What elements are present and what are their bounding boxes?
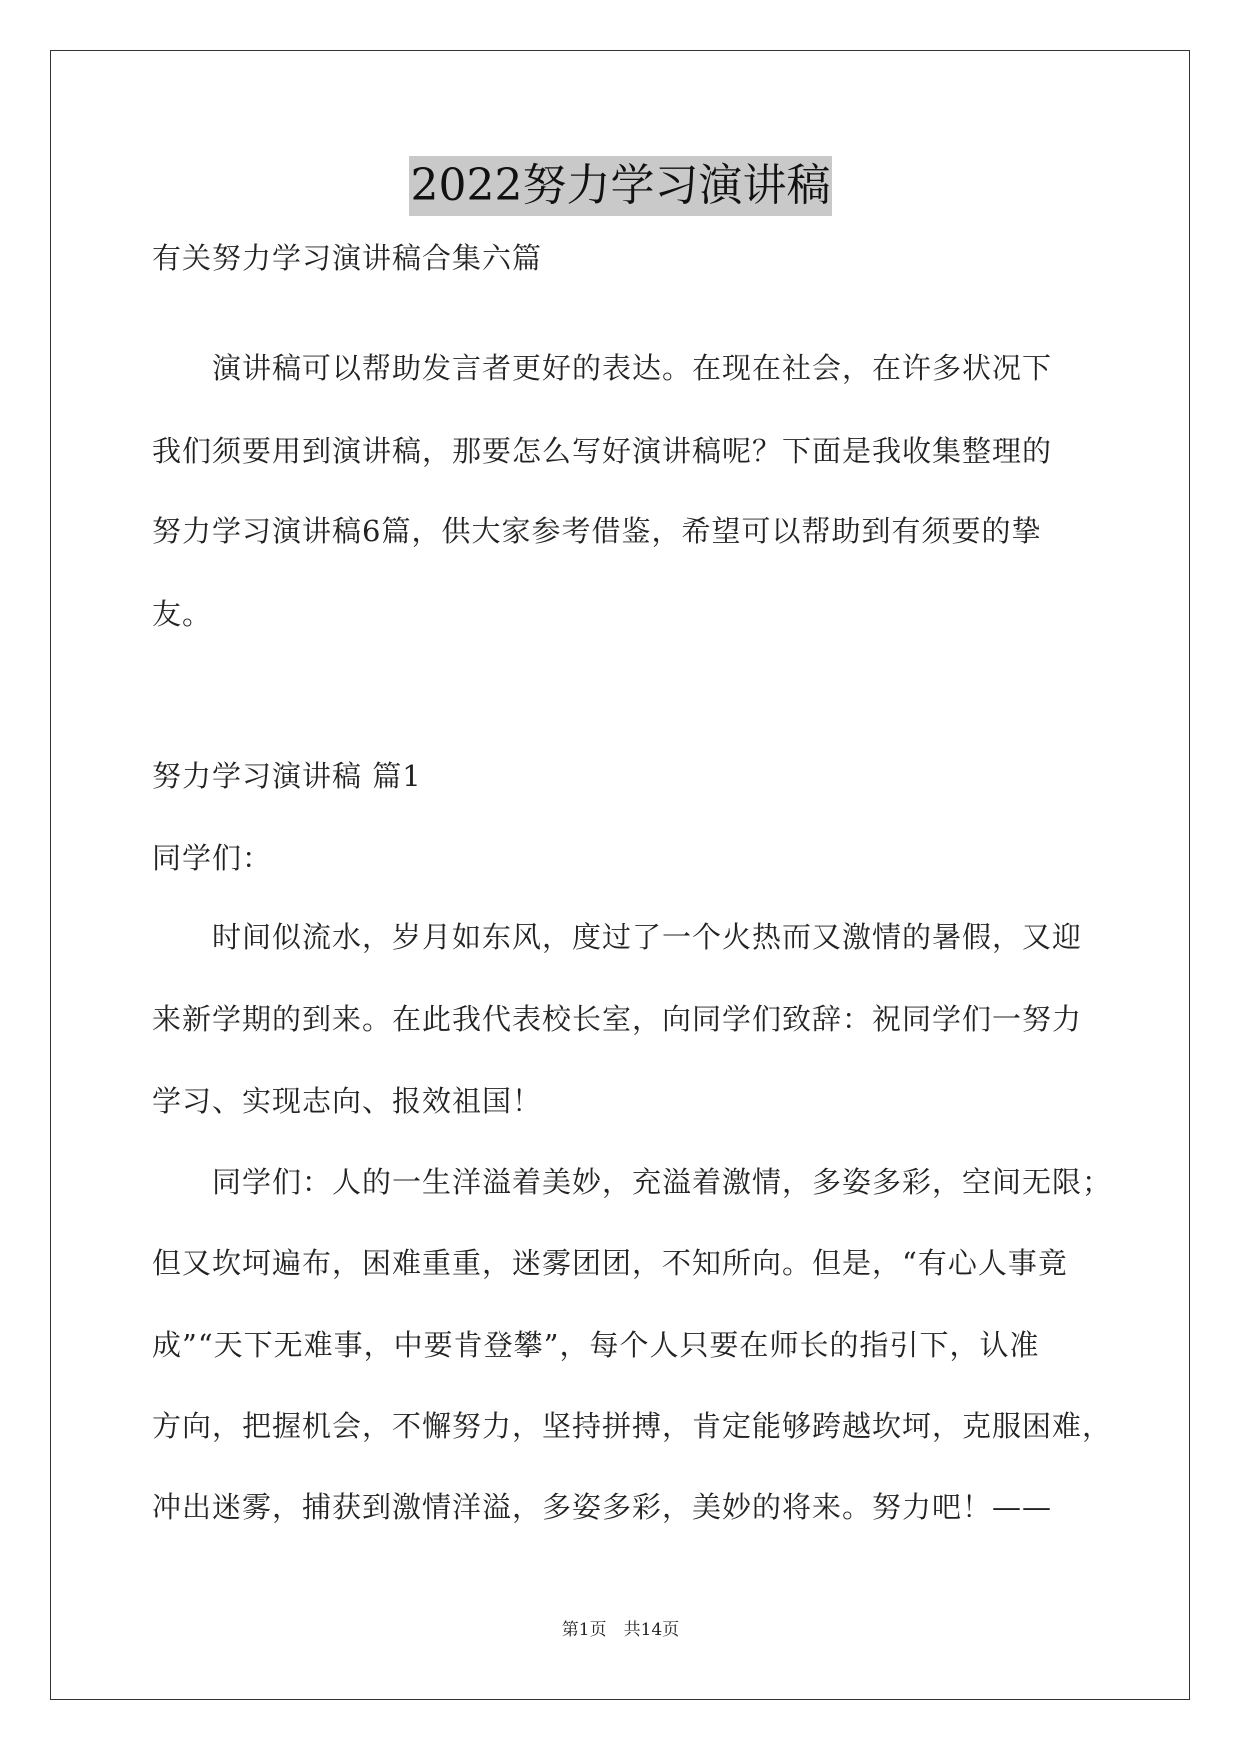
body-line: 方向，把握机会，不懈努力，坚持拼搏，肯定能够跨越坎坷，克服困难， <box>152 1409 1113 1443</box>
body-line: 我们须要用到演讲稿，那要怎么写好演讲稿呢？下面是我收集整理的 <box>152 434 1053 468</box>
body-line: 来新学期的到来。在此我代表校长室，向同学们致辞：祝同学们一努力 <box>152 1002 1083 1036</box>
body-line: 时间似流水，岁月如东风，度过了一个火热而又激情的暑假，又迎 <box>152 920 1083 954</box>
body-line: 努力学习演讲稿6篇，供大家参考借鉴，希望可以帮助到有须要的挚 <box>152 514 1042 548</box>
section-heading: 努力学习演讲稿 篇1 <box>152 759 422 793</box>
salutation-line: 同学们： <box>152 841 273 875</box>
document-title: 2022努力学习演讲稿 <box>409 156 833 216</box>
body-line: 友。 <box>152 597 213 631</box>
title-container <box>0 156 1241 216</box>
body-line: 成”“天下无难事，中要肯登攀”，每个人只要在师长的指引下，认准 <box>152 1328 1040 1362</box>
body-line: 但又坎坷遍布，困难重重，迷雾团团，不知所向。但是，“有心人事竟 <box>152 1246 1068 1280</box>
body-line: 演讲稿可以帮助发言者更好的表达。在现在社会，在许多状况下 <box>152 351 1053 385</box>
body-line: 学习、实现志向、报效祖国！ <box>152 1084 543 1118</box>
body-line: 冲出迷雾，捕获到激情洋溢，多姿多彩，美妙的将来。努力吧！—— <box>152 1490 1053 1524</box>
page-number-footer: 第1页 共14页 <box>561 1620 680 1640</box>
body-line: 同学们：人的一生洋溢着美妙，充溢着激情，多姿多彩，空间无限； <box>152 1165 1113 1199</box>
subtitle-line: 有关努力学习演讲稿合集六篇 <box>152 241 543 275</box>
